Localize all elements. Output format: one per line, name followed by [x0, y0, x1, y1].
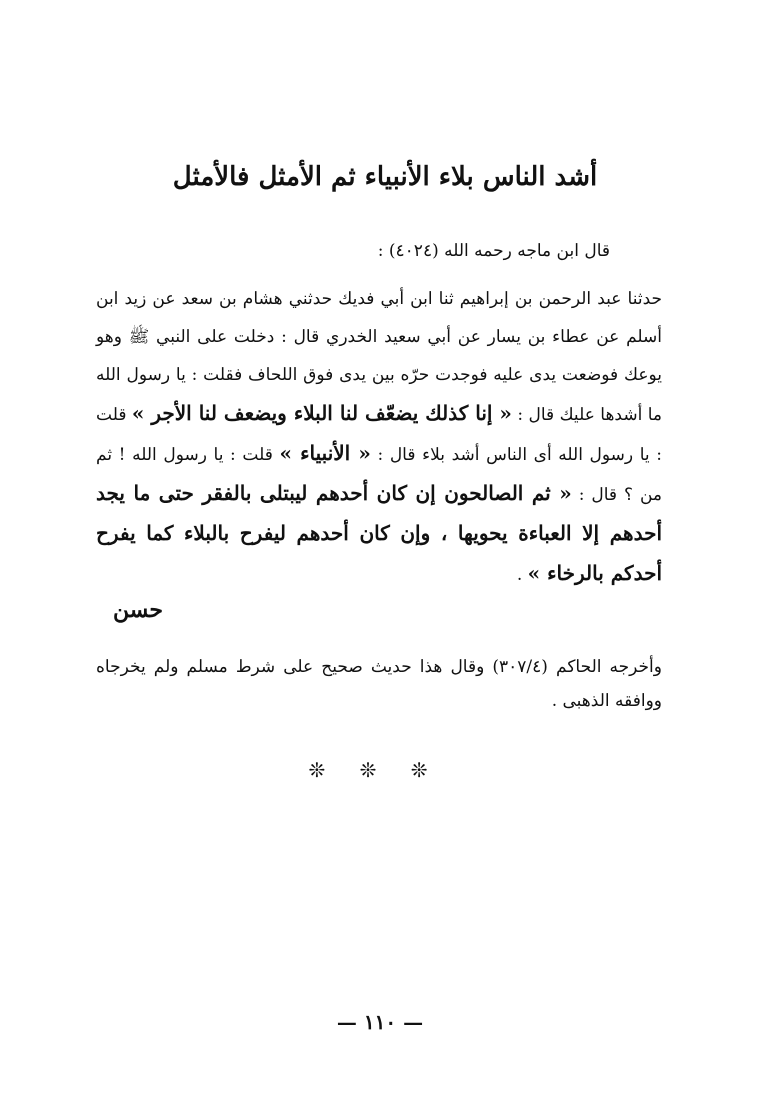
- takhrij-note: وأخرجه الحاكم (٣٠٧/٤) وقال هذا حديث صحيح على شرط مسلم ولم يخرجاه ووافقه الذهبى .: [96, 657, 662, 711]
- hadith-end: .: [516, 565, 523, 585]
- page-number: — ١١٠ —: [336, 1010, 424, 1034]
- hadith-middle-1: قلت : يا رسول الله أى الناس أشد بلاء قال :: [96, 405, 662, 465]
- hadith-quote-2: « الأنبياء »: [279, 441, 371, 465]
- chapter-title: أشد الناس بلاء الأنبياء ثم الأمثل فالأمثل: [172, 162, 598, 192]
- hadith-source-intro: قال ابن ماجه رحمه الله (٤٠٢٤) :: [377, 241, 610, 261]
- hadith-isnad: حدثنا عبد الرحمن بن إبراهيم ثنا ابن أبي فديك حدثني هشام بن سعد عن زيد ابن أسلم عن عطاء بن يسار عن أبي سعيد الخدري قال : دخلت على النبي ﷺ وهو يوعك فوضعت يدى عليه فوجدت حرّه بين يدى فوق اللحاف فقلت : يا رسول الله ما أشدها عليك قال :: [96, 289, 663, 425]
- hadith-text: [96, 280, 662, 594]
- hadith-quote-3: « ثم الصالحون إن كان أحدهم ليبتلى بالفقر حتى ما يجد أحدهم إلا العباءة يحويها ، وإن كان أحدهم ليفرح بالبلاء كما يفرح أحدكم بالرخاء »: [96, 481, 662, 585]
- hadith-quote-1: « إنا كذلك يضعّف لنا البلاء ويضعف لنا الأجر »: [131, 401, 512, 425]
- hadith-middle-2: قلت : يا رسول الله ! ثم من ؟ قال :: [96, 445, 663, 505]
- hadith-grade: حسن: [113, 597, 163, 623]
- section-separator: ❊ ❊ ❊: [308, 758, 442, 782]
